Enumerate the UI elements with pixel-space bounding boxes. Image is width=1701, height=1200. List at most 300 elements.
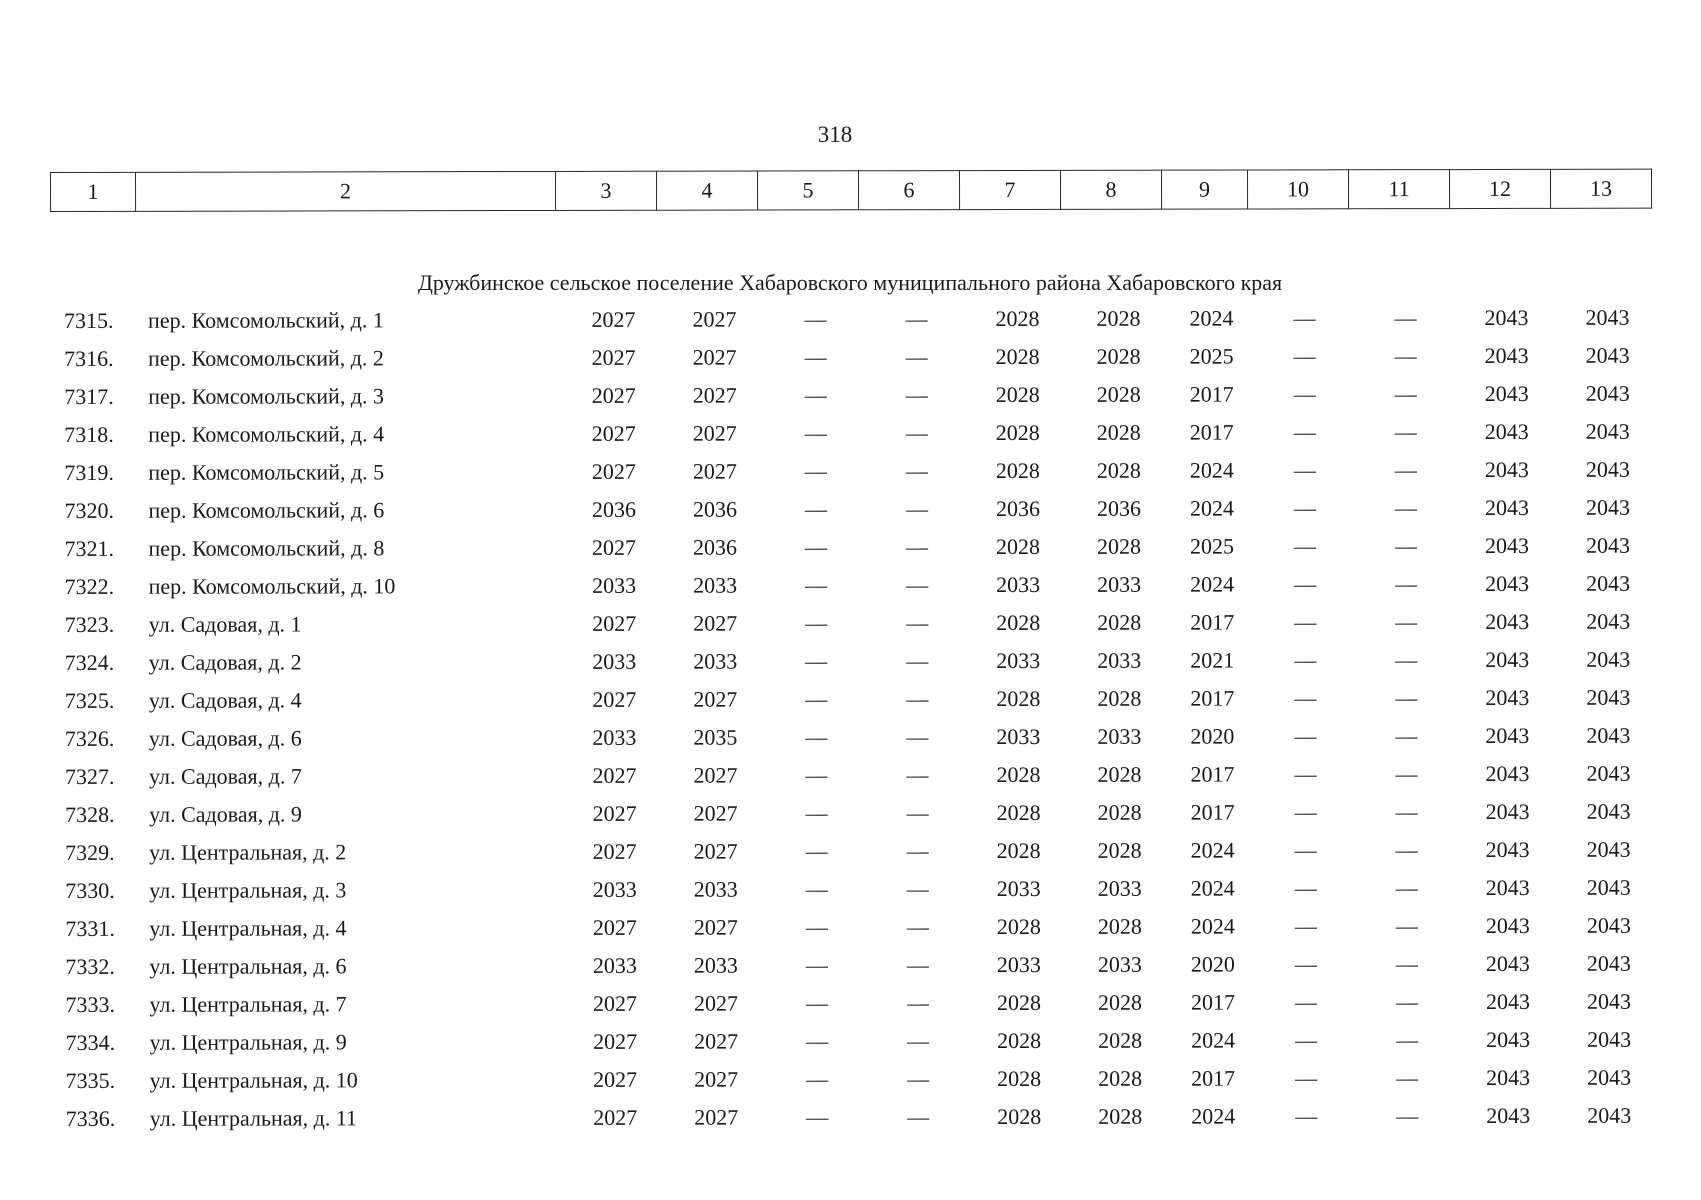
row-value-col-7: 2028 — [996, 799, 1041, 826]
header-cell: 5 — [757, 171, 858, 210]
row-address: ул. Садовая, д. 6 — [148, 725, 302, 751]
row-value-col-4: 2036 — [692, 534, 738, 560]
table-row — [57, 717, 1657, 758]
row-number: 7325. — [64, 687, 115, 713]
row-value-col-10: — — [1294, 875, 1317, 901]
row-address: пер. Комсомольский, д. 8 — [148, 535, 385, 561]
row-address: ул. Центральная, д. 10 — [149, 1067, 358, 1093]
row-value-col-7: 2028 — [996, 837, 1041, 864]
row-value-col-5: — — [805, 724, 828, 750]
row-value-col-4: 2027 — [692, 382, 737, 408]
row-value-col-6: — — [905, 382, 928, 408]
row-value-col-4: 2035 — [693, 724, 738, 750]
row-value-col-13: 2043 — [1585, 532, 1631, 558]
row-value-col-4: 2027 — [694, 1028, 739, 1054]
row-value-col-10: — — [1295, 1103, 1318, 1129]
row-value-col-4: 2027 — [692, 344, 737, 370]
data-rows — [56, 299, 1658, 1138]
row-address: ул. Садовая, д. 2 — [148, 649, 302, 675]
row-value-col-6: — — [905, 306, 928, 332]
row-value-col-13: 2043 — [1585, 456, 1630, 482]
table-row — [56, 489, 1656, 530]
row-value-col-3: 2027 — [591, 306, 636, 332]
row-value-col-3: 2027 — [593, 1104, 638, 1130]
row-value-col-8: 2028 — [1096, 343, 1141, 369]
row-value-col-12: 2043 — [1485, 836, 1530, 863]
row-value-col-13: 2043 — [1586, 684, 1631, 710]
row-value-col-12: 2043 — [1485, 684, 1530, 711]
row-value-col-5: — — [806, 1066, 829, 1092]
row-value-col-3: 2033 — [592, 572, 637, 598]
row-value-col-13: 2043 — [1586, 950, 1631, 976]
row-value-col-13: 2043 — [1586, 912, 1631, 938]
row-value-col-6: — — [906, 762, 929, 788]
row-value-col-7: 2036 — [995, 495, 1040, 522]
row-value-col-8: 2028 — [1097, 989, 1142, 1015]
row-value-col-11: — — [1394, 343, 1417, 369]
row-value-col-4: 2033 — [693, 572, 738, 598]
row-value-col-3: 2027 — [593, 1066, 638, 1092]
row-value-col-8: 2033 — [1097, 951, 1142, 977]
row-value-col-9: 2017 — [1189, 419, 1234, 445]
row-value-col-8: 2028 — [1096, 305, 1141, 331]
row-value-col-6: — — [906, 838, 929, 864]
table-row — [57, 869, 1657, 910]
header-cell: 3 — [555, 171, 656, 210]
row-value-col-7: 2028 — [995, 343, 1040, 370]
row-value-col-6: — — [907, 1104, 930, 1130]
header-cell: 12 — [1449, 169, 1550, 208]
row-address: ул. Центральная, д. 2 — [149, 839, 347, 865]
row-value-col-4: 2027 — [693, 838, 738, 864]
row-value-col-12: 2043 — [1485, 722, 1530, 749]
row-value-col-10: — — [1293, 533, 1317, 559]
row-value-col-7: 2028 — [997, 1027, 1042, 1054]
row-value-col-4: 2027 — [692, 458, 737, 484]
row-value-col-12: 2043 — [1485, 912, 1530, 939]
row-value-col-9: 2020 — [1190, 951, 1235, 977]
row-value-col-6: — — [906, 952, 929, 978]
row-value-col-13: 2043 — [1586, 874, 1631, 900]
row-value-col-9: 2024 — [1189, 457, 1234, 483]
row-value-col-11: — — [1395, 761, 1418, 787]
row-number: 7323. — [64, 611, 115, 637]
table-row — [56, 299, 1656, 340]
row-value-col-6: — — [906, 610, 929, 636]
row-value-col-9: 2017 — [1190, 989, 1235, 1015]
row-address: ул. Центральная, д. 7 — [149, 991, 347, 1017]
row-value-col-5: — — [805, 952, 828, 978]
header-cell: 10 — [1247, 170, 1348, 209]
row-value-col-10: — — [1294, 571, 1317, 597]
row-value-col-9: 2024 — [1190, 875, 1235, 901]
row-value-col-9: 2024 — [1189, 305, 1234, 331]
row-value-col-11: — — [1394, 495, 1417, 521]
row-address: ул. Садовая, д. 1 — [148, 611, 302, 637]
page-number: 318 — [817, 122, 853, 147]
row-value-col-8: 2033 — [1097, 571, 1142, 597]
row-address: ул. Центральная, д. 11 — [149, 1105, 358, 1131]
row-number: 7333. — [65, 991, 115, 1017]
row-number: 7322. — [64, 573, 115, 599]
row-value-col-10: — — [1294, 761, 1317, 787]
header-cell: 4 — [656, 171, 757, 210]
row-value-col-4: 2036 — [692, 496, 737, 522]
row-value-col-6: — — [906, 800, 929, 826]
row-value-col-4: 2027 — [693, 914, 738, 940]
row-value-col-3: 2027 — [592, 610, 637, 636]
row-value-col-9: 2021 — [1190, 647, 1235, 673]
row-value-col-13: 2043 — [1587, 1102, 1632, 1128]
row-value-col-9: 2024 — [1190, 571, 1235, 597]
row-value-col-4: 2033 — [693, 952, 738, 978]
row-number: 7326. — [64, 725, 115, 751]
row-value-col-7: 2028 — [996, 989, 1041, 1016]
row-value-col-12: 2043 — [1486, 1026, 1531, 1053]
row-value-col-13: 2043 — [1586, 570, 1631, 596]
row-number: 7336. — [65, 1105, 116, 1131]
header-cell: 13 — [1550, 169, 1651, 208]
row-address: пер. Комсомольский, д. 2 — [148, 345, 384, 371]
row-value-col-10: — — [1295, 1027, 1318, 1053]
row-value-col-8: 2028 — [1097, 913, 1142, 939]
row-value-col-9: 2024 — [1191, 1103, 1236, 1129]
row-value-col-10: — — [1294, 951, 1317, 977]
row-number: 7334. — [65, 1029, 116, 1055]
row-value-col-5: — — [805, 762, 828, 788]
row-value-col-9: 2024 — [1191, 1027, 1236, 1053]
row-value-col-3: 2027 — [592, 800, 637, 826]
row-value-col-8: 2028 — [1097, 685, 1142, 711]
row-value-col-8: 2033 — [1097, 723, 1142, 749]
row-number: 7332. — [65, 953, 115, 979]
row-value-col-5: — — [805, 610, 828, 636]
table-row — [57, 679, 1657, 720]
row-value-col-7: 2028 — [996, 609, 1041, 636]
row-value-col-13: 2043 — [1585, 342, 1630, 368]
row-value-col-9: 2024 — [1190, 837, 1235, 863]
row-address: пер. Комсомольский, д. 5 — [148, 459, 385, 485]
row-value-col-3: 2027 — [591, 534, 637, 560]
row-value-col-3: 2027 — [592, 914, 637, 940]
row-value-col-5: — — [805, 686, 828, 712]
header-cell: 7 — [959, 170, 1060, 209]
row-value-col-13: 2043 — [1586, 722, 1631, 748]
header-cell: 8 — [1060, 170, 1161, 209]
row-value-col-5: — — [805, 990, 828, 1016]
row-value-col-12: 2043 — [1485, 570, 1530, 597]
header-cell: 2 — [136, 171, 556, 211]
row-address: ул. Центральная, д. 9 — [149, 1029, 347, 1055]
row-value-col-7: 2033 — [996, 875, 1041, 902]
row-value-col-13: 2043 — [1586, 988, 1631, 1014]
row-address: пер. Комсомольский, д. 10 — [148, 573, 396, 599]
row-value-col-11: — — [1395, 723, 1418, 749]
row-value-col-13: 2043 — [1586, 760, 1631, 786]
row-value-col-7: 2028 — [995, 419, 1040, 446]
row-number: 7335. — [65, 1067, 116, 1093]
row-value-col-6: — — [906, 572, 929, 598]
row-value-col-3: 2027 — [591, 344, 636, 370]
table-row — [57, 907, 1657, 948]
row-number: 7319. — [64, 459, 114, 485]
row-value-col-3: 2027 — [592, 686, 637, 712]
row-value-col-7: 2028 — [996, 913, 1041, 940]
row-value-col-8: 2028 — [1097, 799, 1142, 825]
row-value-col-4: 2033 — [693, 648, 738, 674]
row-value-col-10: — — [1294, 647, 1317, 673]
row-value-col-3: 2033 — [592, 952, 637, 978]
row-value-col-12: 2043 — [1485, 798, 1530, 825]
table-row — [57, 983, 1657, 1024]
row-value-col-6: — — [905, 344, 928, 370]
row-value-col-10: — — [1295, 1065, 1318, 1091]
row-address: пер. Комсомольский, д. 1 — [148, 307, 384, 333]
row-value-col-11: — — [1395, 571, 1418, 597]
row-value-col-6: — — [907, 1066, 930, 1092]
row-value-col-3: 2027 — [591, 458, 636, 484]
table-row — [57, 755, 1657, 796]
row-value-col-10: — — [1294, 989, 1317, 1015]
row-value-col-12: 2043 — [1485, 760, 1530, 787]
row-value-col-4: 2027 — [692, 420, 737, 446]
row-value-col-9: 2020 — [1190, 723, 1235, 749]
row-value-col-9: 2025 — [1189, 343, 1234, 369]
row-value-col-9: 2017 — [1190, 799, 1235, 825]
header-cell: 9 — [1161, 170, 1247, 209]
row-number: 7317. — [64, 383, 114, 409]
row-number: 7315. — [64, 307, 114, 333]
row-value-col-7: 2028 — [995, 381, 1040, 408]
row-value-col-12: 2043 — [1484, 380, 1529, 407]
row-value-col-4: 2027 — [693, 762, 738, 788]
row-number: 7316. — [64, 345, 114, 371]
row-value-col-3: 2033 — [592, 876, 637, 902]
header-cell: 11 — [1348, 170, 1449, 209]
row-value-col-5: — — [804, 534, 828, 560]
row-value-col-11: — — [1396, 1065, 1419, 1091]
row-address: ул. Садовая, д. 7 — [148, 763, 302, 789]
row-value-col-3: 2027 — [592, 762, 637, 788]
table-row — [57, 603, 1657, 644]
row-address: ул. Центральная, д. 3 — [149, 877, 347, 903]
row-value-col-5: — — [805, 572, 828, 598]
row-value-col-8: 2028 — [1097, 837, 1142, 863]
row-value-col-4: 2033 — [693, 876, 738, 902]
row-value-col-4: 2027 — [693, 800, 738, 826]
row-value-col-13: 2043 — [1585, 304, 1630, 330]
row-value-col-3: 2027 — [592, 838, 637, 864]
row-value-col-13: 2043 — [1587, 1026, 1632, 1052]
row-value-col-11: — — [1394, 419, 1417, 445]
row-value-col-9: 2017 — [1189, 381, 1234, 407]
row-value-col-12: 2043 — [1485, 646, 1530, 673]
column-number-header — [50, 169, 1652, 212]
table-row — [58, 1097, 1658, 1138]
row-value-col-10: — — [1294, 609, 1317, 635]
row-value-col-8: 2028 — [1097, 761, 1142, 787]
row-value-col-11: — — [1396, 1103, 1419, 1129]
row-value-col-10: — — [1294, 723, 1317, 749]
row-value-col-7: 2033 — [996, 571, 1041, 598]
row-value-col-5: — — [804, 458, 827, 484]
row-value-col-10: — — [1293, 343, 1316, 369]
row-value-col-12: 2043 — [1484, 532, 1530, 559]
row-value-col-12: 2043 — [1485, 608, 1530, 635]
row-value-col-8: 2028 — [1096, 419, 1141, 445]
row-value-col-5: — — [804, 496, 827, 522]
row-value-col-12: 2043 — [1486, 1102, 1531, 1129]
row-value-col-5: — — [805, 838, 828, 864]
header-cell: 6 — [858, 171, 959, 210]
row-value-col-12: 2043 — [1485, 874, 1530, 901]
row-value-col-8: 2036 — [1096, 495, 1141, 521]
row-value-col-5: — — [805, 876, 828, 902]
table-row — [58, 1021, 1658, 1062]
table-row — [58, 1059, 1658, 1100]
row-value-col-3: 2033 — [592, 648, 637, 674]
row-value-col-8: 2028 — [1098, 1027, 1143, 1053]
row-value-col-11: — — [1394, 381, 1417, 407]
table-row — [56, 451, 1656, 492]
row-value-col-13: 2043 — [1586, 836, 1631, 862]
row-value-col-10: — — [1294, 685, 1317, 711]
row-value-col-8: 2028 — [1097, 609, 1142, 635]
row-address: пер. Комсомольский, д. 4 — [148, 421, 385, 447]
row-value-col-7: 2028 — [996, 761, 1041, 788]
row-value-col-7: 2028 — [995, 533, 1041, 560]
row-value-col-11: — — [1395, 685, 1418, 711]
section-title: Дружбинское сельское поселение Хабаровского муниципального района Хабаровского края — [417, 270, 1283, 295]
row-address: пер. Комсомольский, д. 6 — [148, 497, 385, 523]
row-value-col-8: 2033 — [1097, 647, 1142, 673]
row-value-col-4: 2027 — [692, 306, 737, 332]
row-value-col-3: 2027 — [591, 382, 636, 408]
row-value-col-9: 2025 — [1189, 533, 1235, 559]
row-value-col-11: — — [1395, 875, 1418, 901]
row-number: 7328. — [65, 801, 115, 827]
row-value-col-9: 2024 — [1189, 495, 1234, 521]
row-value-col-4: 2027 — [694, 1066, 739, 1092]
row-number: 7329. — [65, 839, 115, 865]
row-value-col-11: — — [1395, 799, 1418, 825]
row-value-col-8: 2028 — [1098, 1065, 1143, 1091]
row-value-col-11: — — [1394, 533, 1418, 559]
row-number: 7321. — [64, 535, 115, 561]
row-number: 7318. — [64, 421, 114, 447]
row-value-col-4: 2027 — [693, 610, 738, 636]
row-value-col-10: — — [1294, 799, 1317, 825]
row-value-col-12: 2043 — [1484, 456, 1529, 483]
row-value-col-8: 2033 — [1097, 875, 1142, 901]
row-value-col-11: — — [1395, 837, 1418, 863]
row-value-col-11: — — [1395, 913, 1418, 939]
row-value-col-9: 2017 — [1190, 761, 1235, 787]
row-number: 7327. — [64, 763, 115, 789]
row-value-col-12: 2043 — [1484, 342, 1529, 369]
row-value-col-6: — — [907, 1028, 930, 1054]
table-row — [56, 375, 1656, 416]
row-value-col-11: — — [1395, 647, 1418, 673]
row-value-col-7: 2028 — [995, 305, 1040, 332]
row-number: 7331. — [65, 915, 115, 941]
row-value-col-6: — — [905, 458, 928, 484]
header-row — [51, 169, 1652, 211]
row-value-col-8: 2028 — [1096, 457, 1141, 483]
row-value-col-12: 2043 — [1486, 1064, 1531, 1091]
row-value-col-3: 2027 — [591, 420, 636, 446]
table-row — [56, 527, 1656, 568]
row-value-col-10: — — [1293, 381, 1316, 407]
row-value-col-11: — — [1394, 305, 1417, 331]
row-value-col-5: — — [806, 1028, 829, 1054]
table-row — [56, 413, 1656, 454]
row-address: ул. Садовая, д. 4 — [148, 687, 302, 713]
row-value-col-9: 2017 — [1190, 609, 1235, 635]
row-value-col-5: — — [804, 420, 827, 446]
row-value-col-5: — — [805, 648, 828, 674]
row-value-col-13: 2043 — [1585, 494, 1630, 520]
row-address: ул. Центральная, д. 6 — [149, 953, 347, 979]
header-cell: 1 — [51, 172, 136, 211]
row-value-col-4: 2027 — [693, 990, 738, 1016]
row-number: 7330. — [65, 877, 115, 903]
table-row — [57, 945, 1657, 986]
row-value-col-12: 2043 — [1485, 950, 1530, 977]
row-value-col-6: — — [905, 496, 928, 522]
row-value-col-12: 2043 — [1484, 494, 1529, 521]
row-value-col-11: — — [1396, 1027, 1419, 1053]
row-value-col-13: 2043 — [1585, 380, 1630, 406]
row-value-col-5: — — [804, 306, 827, 332]
row-value-col-4: 2027 — [694, 1104, 739, 1130]
row-value-col-13: 2043 — [1586, 608, 1631, 634]
row-value-col-7: 2028 — [997, 1103, 1042, 1130]
row-number: 7324. — [64, 649, 115, 675]
row-value-col-5: — — [804, 344, 827, 370]
table-row — [57, 565, 1657, 606]
row-value-col-6: — — [905, 534, 929, 560]
row-value-col-12: 2043 — [1484, 418, 1529, 445]
row-value-col-4: 2027 — [693, 686, 738, 712]
row-value-col-3: 2027 — [593, 1028, 638, 1054]
row-value-col-8: 2028 — [1096, 381, 1141, 407]
row-value-col-5: — — [804, 382, 827, 408]
row-value-col-7: 2033 — [996, 723, 1041, 750]
row-value-col-7: 2028 — [997, 1065, 1042, 1092]
row-value-col-11: — — [1395, 951, 1418, 977]
row-value-col-9: 2017 — [1191, 1065, 1236, 1091]
row-value-col-13: 2043 — [1586, 798, 1631, 824]
row-address: ул. Центральная, д. 4 — [149, 915, 347, 941]
row-value-col-10: — — [1293, 495, 1316, 521]
row-value-col-8: 2028 — [1098, 1103, 1143, 1129]
table-row — [57, 793, 1657, 834]
row-value-col-7: 2033 — [996, 951, 1041, 978]
row-value-col-10: — — [1293, 305, 1316, 331]
row-value-col-9: 2024 — [1190, 913, 1235, 939]
row-value-col-11: — — [1395, 609, 1418, 635]
row-value-col-6: — — [906, 648, 929, 674]
row-value-col-10: — — [1293, 457, 1316, 483]
row-value-col-7: 2033 — [996, 647, 1041, 674]
row-value-col-13: 2043 — [1586, 646, 1631, 672]
row-value-col-10: — — [1293, 419, 1316, 445]
row-value-col-3: 2036 — [591, 496, 636, 522]
table-row — [57, 641, 1657, 682]
row-address: ул. Садовая, д. 9 — [149, 801, 302, 827]
row-value-col-11: — — [1395, 989, 1418, 1015]
